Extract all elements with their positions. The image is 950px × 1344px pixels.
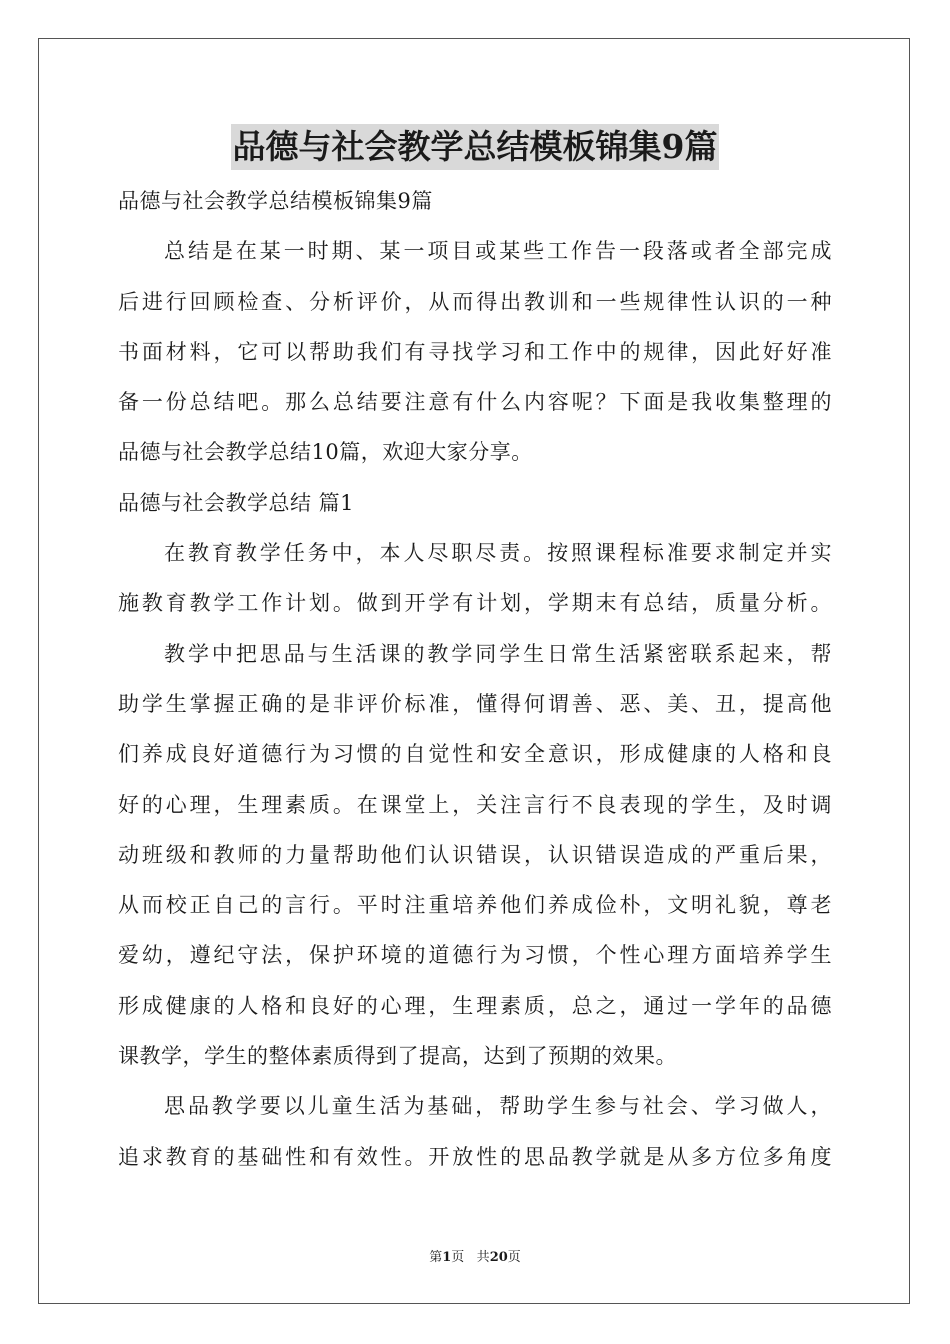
title-wrap <box>0 124 950 170</box>
footer-total-pages: 20 <box>489 1250 508 1265</box>
text-line: 思品教学要以儿童生活为基础，帮助学生参与社会、学习做人， <box>164 1094 832 1119</box>
text-line: 们养成良好道德行为习惯的自觉性和安全意识，形成健康的人格和良 <box>118 742 832 767</box>
text-line: 追求教育的基础性和有效性。开放性的思品教学就是从多方位多角度 <box>118 1144 832 1169</box>
text-line: 书面材料，它可以帮助我们有寻找学习和工作中的规律，因此好好准 <box>118 339 832 364</box>
text-line: 品德与社会教学总结模板锦集9篇 <box>118 189 433 213</box>
text-line: 品德与社会教学总结10篇，欢迎大家分享。 <box>118 440 533 465</box>
text-line: 课教学，学生的整体素质得到了提高，达到了预期的效果。 <box>118 1044 677 1069</box>
text-line: 好的心理，生理素质。在课堂上，关注言行不良表现的学生，及时调 <box>118 792 832 817</box>
text-line: 助学生掌握正确的是非评价标准，懂得何谓善、恶、美、丑，提高他 <box>118 691 832 716</box>
page-footer <box>0 1246 950 1265</box>
text-line: 爱幼，遵纪守法，保护环境的道德行为习惯，个性心理方面培养学生 <box>118 943 832 968</box>
text-line: 施教育教学工作计划。做到开学有计划，学期末有总结，质量分析。 <box>118 591 832 616</box>
text-line: 总结是在某一时期、某一项目或某些工作告一段落或者全部完成 <box>164 239 832 264</box>
text-line: 形成健康的人格和良好的心理，生理素质，总之，通过一学年的品德 <box>118 993 832 1018</box>
footer-total-prefix: 共 <box>476 1250 490 1265</box>
footer-page-suffix: 页 <box>451 1250 465 1265</box>
text-line: 备一份总结吧。那么总结要注意有什么内容呢？下面是我收集整理的 <box>118 390 832 415</box>
text-line: 品德与社会教学总结 篇1 <box>118 490 355 515</box>
text-line: 教学中把思品与生活课的教学同学生日常生活紧密联系起来，帮 <box>164 641 832 666</box>
document-title: 品德与社会教学总结模板锦集9篇 <box>231 124 720 170</box>
text-line: 后进行回顾检查、分析评价，从而得出教训和一些规律性认识的一种 <box>118 289 832 314</box>
document-body <box>118 176 832 1182</box>
text-line: 动班级和教师的力量帮助他们认识错误，认识错误造成的严重后果， <box>118 842 832 867</box>
footer-page-prefix: 第 <box>429 1250 443 1265</box>
text-line: 从而校正自己的言行。平时注重培养他们养成俭朴，文明礼貌，尊老 <box>118 893 832 918</box>
footer-total-suffix: 页 <box>507 1250 521 1265</box>
footer-page-number: 1 <box>442 1250 452 1265</box>
text-line: 在教育教学任务中，本人尽职尽责。按照课程标准要求制定并实 <box>164 541 832 566</box>
